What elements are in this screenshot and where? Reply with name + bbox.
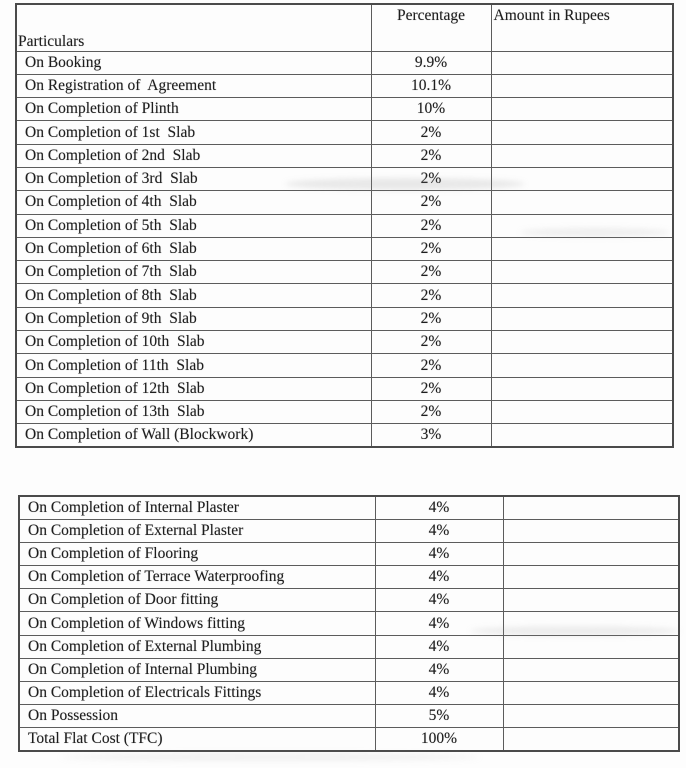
amount-cell — [503, 705, 679, 728]
table-row — [16, 354, 673, 377]
percentage-cell: 2% — [371, 331, 491, 354]
percentage-cell: 4% — [375, 635, 503, 658]
amount-cell — [491, 377, 673, 400]
particulars-cell: On Completion of Wall (Blockwork) — [16, 424, 371, 447]
percentage-cell: 2% — [371, 191, 491, 214]
amount-cell — [491, 121, 673, 144]
table-row — [19, 705, 679, 728]
table-row — [19, 566, 679, 589]
table-row — [16, 74, 673, 97]
particulars-cell: On Completion of 5th Slab — [16, 214, 371, 237]
percentage-cell: 4% — [375, 566, 503, 589]
amount-cell — [503, 589, 679, 612]
particulars-cell: On Completion of 3rd Slab — [16, 167, 371, 190]
amount-cell — [491, 331, 673, 354]
particulars-cell: On Completion of 8th Slab — [16, 284, 371, 307]
table-row — [16, 284, 673, 307]
particulars-cell: On Completion of External Plaster — [19, 519, 375, 542]
percentage-cell: 2% — [371, 307, 491, 330]
percentage-cell: 4% — [375, 542, 503, 565]
table-row — [16, 98, 673, 121]
payment-schedule-table-lower — [18, 495, 680, 752]
percentage-cell: 3% — [371, 424, 491, 447]
percentage-cell: 4% — [375, 496, 503, 519]
particulars-cell: Total Flat Cost (TFC) — [19, 728, 375, 751]
percentage-cell: 2% — [371, 400, 491, 423]
percentage-cell: 4% — [375, 612, 503, 635]
table-row — [16, 167, 673, 190]
particulars-cell: On Completion of 9th Slab — [16, 307, 371, 330]
amount-cell — [491, 424, 673, 447]
table-row — [19, 496, 679, 519]
particulars-cell: On Registration of Agreement — [16, 74, 371, 97]
percentage-cell: 100% — [375, 728, 503, 751]
percentage-cell: 2% — [371, 167, 491, 190]
table-row — [16, 424, 673, 447]
amount-cell — [491, 74, 673, 97]
table-row — [16, 377, 673, 400]
amount-cell — [491, 237, 673, 260]
table-row — [16, 261, 673, 284]
percentage-cell: 2% — [371, 144, 491, 167]
particulars-cell: On Completion of 11th Slab — [16, 354, 371, 377]
column-header-percentage: Percentage — [371, 4, 491, 51]
percentage-cell: 4% — [375, 682, 503, 705]
table-row — [16, 214, 673, 237]
percentage-cell: 10% — [371, 98, 491, 121]
amount-cell — [491, 261, 673, 284]
percentage-cell: 4% — [375, 658, 503, 681]
particulars-cell: On Completion of Electricals Fittings — [19, 682, 375, 705]
amount-cell — [503, 566, 679, 589]
particulars-cell: On Booking — [16, 51, 371, 74]
percentage-cell: 2% — [371, 121, 491, 144]
amount-cell — [503, 728, 679, 751]
table-row — [16, 51, 673, 74]
amount-cell — [503, 542, 679, 565]
percentage-cell: 2% — [371, 284, 491, 307]
percentage-cell: 2% — [371, 237, 491, 260]
percentage-cell: 10.1% — [371, 74, 491, 97]
table-row — [16, 307, 673, 330]
particulars-cell: On Completion of 1st Slab — [16, 121, 371, 144]
amount-cell — [503, 612, 679, 635]
percentage-cell: 9.9% — [371, 51, 491, 74]
percentage-cell: 5% — [375, 705, 503, 728]
percentage-cell: 4% — [375, 589, 503, 612]
table-row — [16, 400, 673, 423]
payment-schedule-table-upper — [15, 3, 674, 448]
amount-cell — [503, 658, 679, 681]
table-row — [19, 728, 679, 751]
percentage-cell: 4% — [375, 519, 503, 542]
amount-cell — [491, 307, 673, 330]
upper-table-body — [16, 51, 673, 447]
particulars-cell: On Possession — [19, 705, 375, 728]
table-row — [19, 682, 679, 705]
table-row — [19, 519, 679, 542]
percentage-cell: 2% — [371, 354, 491, 377]
amount-cell — [491, 98, 673, 121]
particulars-cell: On Completion of Plinth — [16, 98, 371, 121]
amount-cell — [503, 519, 679, 542]
percentage-cell: 2% — [371, 214, 491, 237]
amount-cell — [491, 167, 673, 190]
table-row — [16, 144, 673, 167]
particulars-cell: On Completion of 10th Slab — [16, 331, 371, 354]
amount-cell — [491, 144, 673, 167]
particulars-cell: On Completion of 6th Slab — [16, 237, 371, 260]
particulars-cell: On Completion of 7th Slab — [16, 261, 371, 284]
amount-cell — [491, 51, 673, 74]
column-header-amount-in-rupees: Amount in Rupees — [491, 4, 673, 51]
amount-cell — [491, 284, 673, 307]
particulars-cell: On Completion of Flooring — [19, 542, 375, 565]
amount-cell — [491, 214, 673, 237]
particulars-cell: On Completion of 12th Slab — [16, 377, 371, 400]
particulars-cell: On Completion of 13th Slab — [16, 400, 371, 423]
amount-cell — [503, 635, 679, 658]
table-row — [19, 612, 679, 635]
table-row — [19, 589, 679, 612]
column-header-particulars: Particulars — [16, 4, 371, 51]
amount-cell — [503, 496, 679, 519]
particulars-cell: On Completion of 2nd Slab — [16, 144, 371, 167]
particulars-cell: On Completion of Windows fitting — [19, 612, 375, 635]
particulars-cell: On Completion of Terrace Waterproofing — [19, 566, 375, 589]
table-header-row — [16, 4, 673, 51]
amount-cell — [491, 400, 673, 423]
particulars-cell: On Completion of 4th Slab — [16, 191, 371, 214]
percentage-cell: 2% — [371, 377, 491, 400]
particulars-cell: On Completion of Internal Plaster — [19, 496, 375, 519]
table-row — [16, 191, 673, 214]
amount-cell — [491, 191, 673, 214]
table-row — [19, 635, 679, 658]
table-row — [16, 121, 673, 144]
amount-cell — [503, 682, 679, 705]
table-row — [19, 658, 679, 681]
particulars-cell: On Completion of External Plumbing — [19, 635, 375, 658]
lower-table-body — [19, 496, 679, 751]
scan-smudge-artifact — [60, 753, 480, 761]
table-row — [16, 331, 673, 354]
percentage-cell: 2% — [371, 261, 491, 284]
table-row — [19, 542, 679, 565]
amount-cell — [491, 354, 673, 377]
table-row — [16, 237, 673, 260]
particulars-cell: On Completion of Door fitting — [19, 589, 375, 612]
particulars-cell: On Completion of Internal Plumbing — [19, 658, 375, 681]
